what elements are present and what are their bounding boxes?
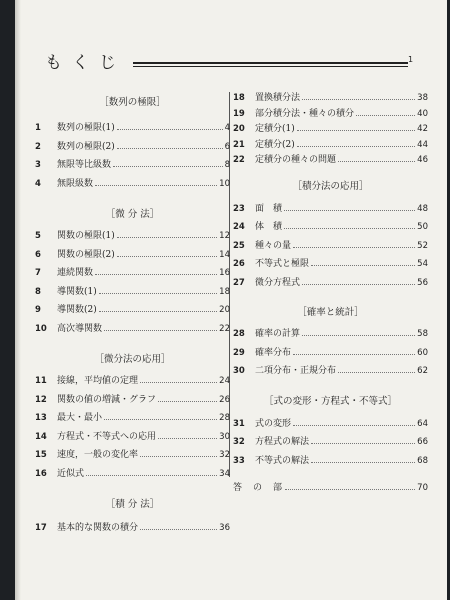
page-title: もくじ: [45, 53, 126, 73]
entry-title: 不等式の解法: [255, 455, 310, 466]
dot-leader: [285, 489, 415, 490]
entry-page: 6: [224, 141, 230, 152]
entry-number: 30: [233, 366, 245, 376]
entry-title: 不等式と極限: [255, 259, 310, 269]
toc-list: [35, 228, 230, 339]
entry-page: 48: [417, 203, 428, 214]
toc-list: [233, 480, 428, 499]
entry-page: 58: [417, 329, 428, 339]
entry-title: 接線，平均値の定理: [57, 376, 139, 386]
toc-entry[interactable]: [233, 238, 428, 257]
toc-entry[interactable]: [35, 373, 230, 392]
toc-entry[interactable]: [233, 480, 428, 499]
toc-entry[interactable]: [35, 228, 230, 247]
entry-title: 数列の極限(2): [57, 141, 115, 152]
toc-entry[interactable]: [35, 466, 230, 485]
section-heading: ［積 分 法］: [105, 499, 160, 510]
dot-leader: [293, 425, 415, 426]
toc-entry[interactable]: [233, 106, 428, 122]
toc-entry[interactable]: [233, 219, 428, 238]
entry-page: 36: [219, 523, 230, 533]
entry-title: 式の変形: [255, 418, 292, 429]
entry-number: 3: [35, 160, 41, 170]
dot-leader: [86, 475, 217, 476]
entry-number: 17: [35, 523, 47, 533]
entry-page: 44: [417, 139, 428, 150]
entry-page: 46: [417, 155, 428, 165]
toc-entry[interactable]: [35, 176, 230, 195]
page-number: 1: [408, 55, 414, 64]
toc-entry[interactable]: [35, 429, 230, 448]
dot-leader: [104, 330, 217, 331]
entry-number: 2: [35, 141, 41, 152]
entry-number: 31: [233, 418, 245, 429]
toc-entry[interactable]: [35, 247, 230, 266]
entry-title: 関数の値の増減・グラフ: [57, 394, 157, 405]
entry-title: 確率の計算: [255, 329, 301, 339]
toc-entry[interactable]: [35, 265, 230, 284]
entry-number: 18: [233, 93, 245, 103]
entry-page: 68: [417, 455, 428, 466]
entry-number: 32: [233, 437, 245, 447]
toc-entry[interactable]: [35, 392, 230, 411]
dot-leader: [140, 382, 217, 383]
entry-title: 無限級数: [57, 178, 94, 189]
entry-title: 連続関数: [57, 268, 94, 278]
dot-leader: [302, 335, 415, 336]
toc-entry[interactable]: [35, 447, 230, 466]
toc-entry[interactable]: [233, 152, 428, 168]
toc-list: [233, 326, 428, 382]
dot-leader: [95, 185, 217, 186]
dot-leader: [284, 210, 415, 211]
entry-title: 定積分の種々の問題: [255, 155, 337, 165]
toc-entry[interactable]: [233, 201, 428, 220]
dot-leader: [117, 129, 223, 130]
entry-number: 22: [233, 155, 245, 165]
toc-entry[interactable]: [35, 139, 230, 158]
section-heading: ［微分法の応用］: [94, 354, 171, 365]
dot-leader: [338, 161, 415, 162]
dot-leader: [117, 237, 217, 238]
toc-entry[interactable]: [233, 275, 428, 294]
entry-page: 60: [417, 347, 428, 358]
title-rule: [133, 62, 408, 64]
entry-page: 64: [417, 418, 428, 429]
toc-list: [233, 416, 428, 472]
section-heading: ［積分法の応用］: [292, 180, 369, 192]
section-heading: ［微 分 法］: [105, 209, 160, 220]
entry-title: 数列の極限(1): [57, 123, 115, 133]
dot-leader: [140, 529, 217, 530]
dot-leader: [99, 311, 217, 312]
entry-title: 体 積: [255, 222, 283, 232]
entry-number: 11: [35, 376, 47, 386]
section-heading: ［式の変形・方程式・不等式］: [263, 395, 397, 407]
entry-title: 最大・最小: [57, 413, 103, 423]
left-column: [35, 86, 230, 539]
entry-page: 4: [224, 123, 230, 133]
dot-leader: [284, 228, 415, 229]
dot-leader: [297, 146, 415, 147]
toc-entry[interactable]: [35, 520, 230, 539]
entry-title: 速度，一般の変化率: [57, 450, 139, 460]
entry-title: 定積分(1): [255, 124, 295, 134]
entry-title: 定積分(2): [255, 139, 295, 150]
dot-leader: [117, 148, 223, 149]
dot-leader: [338, 372, 415, 373]
entry-page: 56: [417, 277, 428, 288]
toc-list: [233, 90, 428, 168]
entry-page: 50: [417, 222, 428, 232]
toc-entry[interactable]: [35, 410, 230, 429]
entry-number: 15: [35, 450, 47, 460]
toc-entry[interactable]: [233, 121, 428, 137]
dot-leader: [158, 438, 217, 439]
entry-number: 29: [233, 347, 245, 358]
dot-leader: [356, 115, 415, 116]
entry-title: 高次導関数: [57, 323, 103, 334]
entry-number: 8: [35, 286, 41, 297]
dot-leader: [158, 401, 217, 402]
dot-leader: [297, 130, 415, 131]
entry-title: 関数の極限(1): [57, 231, 115, 241]
entry-number: 26: [233, 259, 245, 269]
entry-number: 27: [233, 277, 245, 288]
dot-leader: [302, 99, 415, 100]
entry-number: 9: [35, 305, 41, 315]
entry-number: 33: [233, 455, 245, 466]
entry-number: 4: [35, 178, 41, 189]
toc-entry[interactable]: [35, 302, 230, 321]
entry-number: 6: [35, 249, 41, 260]
entry-page: 52: [417, 240, 428, 251]
entry-page: 10: [219, 178, 230, 189]
entry-title: 二項分布・正規分布: [255, 366, 337, 376]
dot-leader: [311, 265, 415, 266]
toc-entry[interactable]: [35, 120, 230, 139]
entry-title: 導関数(1): [57, 286, 97, 297]
toc-entry[interactable]: [233, 137, 428, 153]
entry-number: 23: [233, 203, 245, 214]
entry-number: 5: [35, 231, 41, 241]
entry-title: 関数の極限(2): [57, 249, 115, 260]
entry-number: 10: [35, 323, 47, 334]
entry-number: 21: [233, 139, 245, 150]
dot-leader: [311, 443, 415, 444]
entry-page: 38: [417, 93, 428, 103]
entry-title: 種々の量: [255, 240, 292, 251]
toc-entry[interactable]: [233, 363, 428, 382]
toc-list: [35, 520, 230, 539]
page-gutter-shadow: [15, 0, 21, 600]
entry-page: 12: [219, 231, 230, 241]
entry-page: 30: [219, 431, 230, 442]
toc-list: [35, 373, 230, 484]
toc-list: [35, 120, 230, 194]
entry-title: 面 積: [255, 203, 283, 214]
entry-page: 26: [219, 394, 230, 405]
section-heading: ［確率と統計］: [297, 307, 364, 318]
toc-entry[interactable]: [35, 284, 230, 303]
entry-page: 22: [219, 323, 230, 334]
entry-page: 28: [219, 413, 230, 423]
entry-title: 基本的な関数の積分: [57, 523, 139, 533]
entry-number: 19: [233, 108, 245, 119]
dot-leader: [113, 166, 223, 167]
entry-number: 25: [233, 240, 245, 251]
entry-title: 部分積分法・種々の積分: [255, 108, 355, 119]
entry-title: 導関数(2): [57, 305, 97, 315]
entry-page: 42: [417, 124, 428, 134]
toc-entry[interactable]: [233, 453, 428, 472]
book-page: [15, 0, 447, 600]
entry-page: 20: [219, 305, 230, 315]
dot-leader: [293, 247, 415, 248]
entry-page: 8: [224, 160, 230, 170]
dot-leader: [104, 419, 217, 420]
dot-leader: [95, 274, 217, 275]
entry-page: 40: [417, 108, 428, 119]
entry-number: 14: [35, 431, 47, 442]
toc-entry[interactable]: [233, 256, 428, 275]
entry-page: 14: [219, 249, 230, 260]
entry-page: 54: [417, 259, 428, 269]
entry-title: 答 の 部: [233, 483, 284, 493]
dot-leader: [140, 456, 217, 457]
right-column: [233, 86, 428, 499]
entry-number: 20: [233, 124, 245, 134]
entry-title: 無限等比級数: [57, 160, 112, 170]
entry-page: 70: [417, 483, 428, 493]
entry-page: 16: [219, 268, 230, 278]
toc-entry[interactable]: [233, 90, 428, 106]
entry-page: 32: [219, 450, 230, 460]
entry-number: 12: [35, 394, 47, 405]
dot-leader: [311, 462, 415, 463]
entry-number: 1: [35, 123, 41, 133]
dot-leader: [99, 293, 217, 294]
entry-number: 16: [35, 468, 47, 479]
entry-title: 近似式: [57, 468, 85, 479]
entry-title: 微分方程式: [255, 277, 301, 288]
toc-entry[interactable]: [233, 434, 428, 453]
entry-title: 確率分布: [255, 347, 292, 358]
toc-entry[interactable]: [233, 345, 428, 364]
entry-title: 置換積分法: [255, 93, 301, 103]
entry-page: 24: [219, 376, 230, 386]
dot-leader: [302, 284, 415, 285]
entry-title: 方程式の解法: [255, 437, 310, 447]
toc-entry[interactable]: [233, 326, 428, 345]
entry-number: 13: [35, 413, 47, 423]
toc-entry[interactable]: [35, 321, 230, 340]
entry-number: 7: [35, 268, 41, 278]
entry-page: 34: [219, 468, 230, 479]
toc-list: [233, 201, 428, 294]
section-heading: ［数列の極限］: [99, 97, 166, 108]
toc-entry[interactable]: [233, 416, 428, 435]
dot-leader: [117, 256, 217, 257]
dot-leader: [293, 354, 415, 355]
entry-page: 62: [417, 366, 428, 376]
entry-number: 24: [233, 222, 245, 232]
entry-page: 18: [219, 286, 230, 297]
entry-page: 66: [417, 437, 428, 447]
entry-title: 方程式・不等式への応用: [57, 431, 157, 442]
entry-number: 28: [233, 329, 245, 339]
toc-entry[interactable]: [35, 157, 230, 176]
